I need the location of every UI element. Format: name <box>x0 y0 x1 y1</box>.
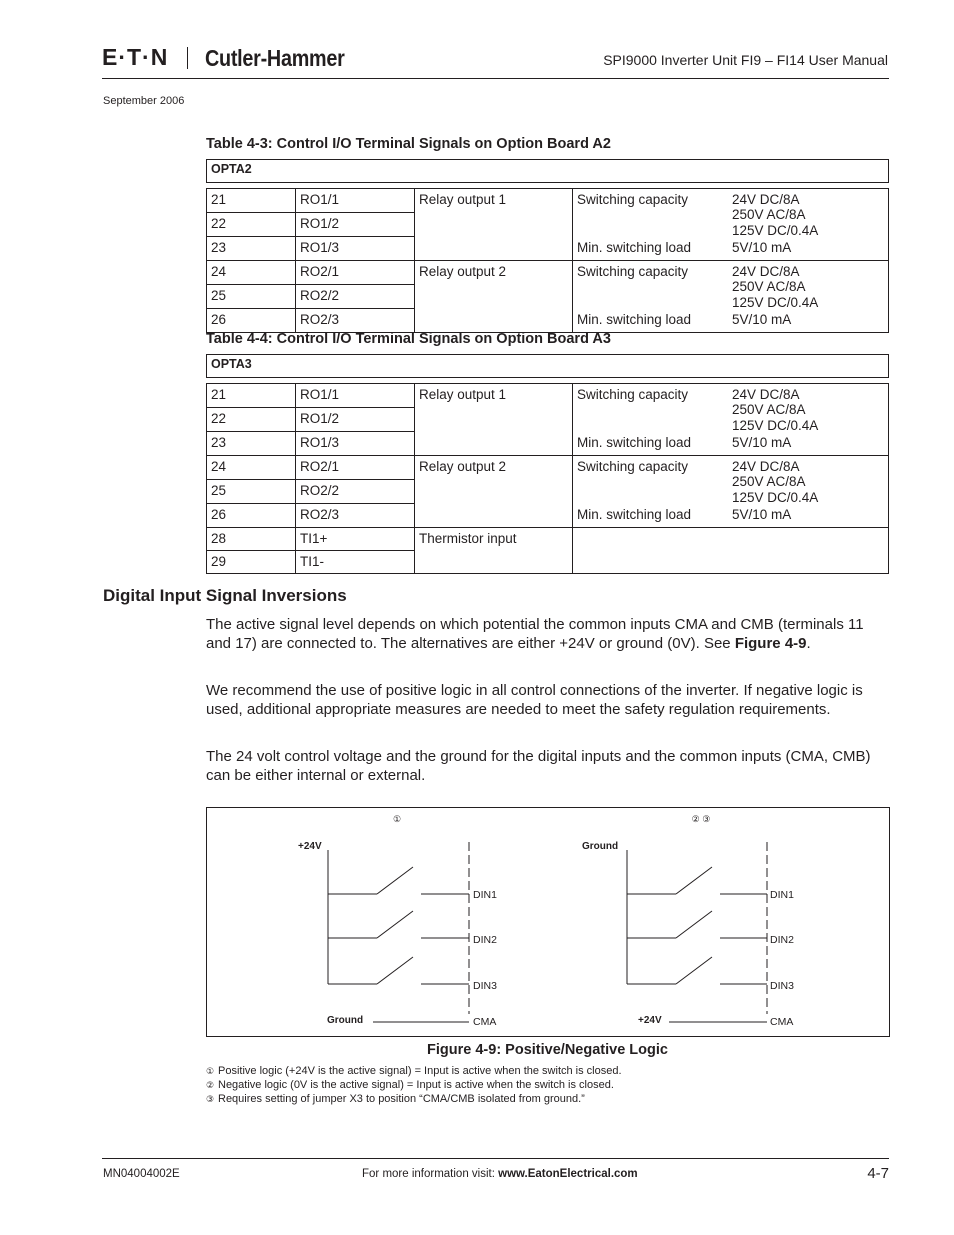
spec-min-load-value: 5V/10 mA <box>732 435 792 450</box>
spec-min-load-label: Min. switching load <box>577 312 692 327</box>
technical-spec <box>573 528 889 574</box>
terminal-number: 24 <box>207 261 296 285</box>
terminal-number: 25 <box>207 480 296 504</box>
technical-spec <box>573 261 889 333</box>
spec-switching-capacity-label: Switching capacity <box>577 192 689 207</box>
header-rule <box>102 78 889 79</box>
table-a3-caption: Table 4-4: Control I/O Terminal Signals on Option Board A3 <box>206 331 611 347</box>
terminal-number: 24 <box>207 456 296 480</box>
terminal-number: 25 <box>207 285 296 309</box>
signal-name: RO2/3 <box>296 309 415 333</box>
footnote-3: ③ Requires setting of jumper X3 to position “CMA/CMB isolated from ground.” <box>206 1093 585 1105</box>
spec-switching-capacity-values: 24V DC/8A 250V AC/8A 125V DC/0.4A <box>732 459 819 505</box>
signal-description: Relay output 2 <box>415 261 573 333</box>
terminal-number: 22 <box>207 408 296 432</box>
signal-description: Relay output 1 <box>415 189 573 261</box>
table-a2-board: OPTA2 <box>207 160 889 183</box>
spec-switching-capacity-label: Switching capacity <box>577 459 689 474</box>
footnote-2: ② Negative logic (0V is the active signal) = Input is active when the switch is closed. <box>206 1079 614 1091</box>
left-din1-label: DIN1 <box>473 889 497 901</box>
right-bottom-label: +24V <box>638 1015 662 1026</box>
signal-name: RO1/2 <box>296 213 415 237</box>
document-number: MN04004002E <box>103 1168 180 1180</box>
signal-name: RO2/3 <box>296 504 415 528</box>
right-din2-label: DIN2 <box>770 934 794 946</box>
table-row <box>207 189 889 213</box>
figure-reference: Figure 4-9 <box>734 635 807 652</box>
terminal-number: 26 <box>207 309 296 333</box>
spec-min-load-label: Min. switching load <box>577 435 692 450</box>
signal-name: RO1/1 <box>296 384 415 408</box>
right-top-label: Ground <box>582 841 619 852</box>
header-divider <box>187 47 188 69</box>
left-top-label: +24V <box>298 841 322 852</box>
paragraph-2: We recommend the use of positive logic in all control connections of the inverter. If negative logic is used, additional appropriate measures are needed to meet the safety regulation requirements. <box>206 682 863 718</box>
negative-logic-marker: ② ③ <box>691 814 711 824</box>
footnote-1: ① Positive logic (+24V is the active signal) = Input is active when the switch is closed. <box>206 1065 622 1077</box>
spec-switching-capacity-label: Switching capacity <box>577 387 689 402</box>
brand-name: Cutler-Hammer <box>205 45 345 71</box>
table-a3-board: OPTA3 <box>207 355 889 378</box>
right-din1-label: DIN1 <box>770 889 794 901</box>
spec-min-load-label: Min. switching load <box>577 507 692 522</box>
signal-name: RO1/3 <box>296 237 415 261</box>
footer-info: For more information visit: www.EatonElectrical.com <box>362 1168 638 1180</box>
terminal-number: 29 <box>207 551 296 574</box>
eaton-logo: E·T·N <box>102 44 169 70</box>
terminal-number: 23 <box>207 237 296 261</box>
table-a2-header <box>206 159 889 183</box>
left-din3-label: DIN3 <box>473 980 497 992</box>
signal-name: RO1/1 <box>296 189 415 213</box>
figure-caption: Figure 4-9: Positive/Negative Logic <box>427 1042 668 1058</box>
website-link[interactable]: www.EatonElectrical.com <box>498 1168 638 1180</box>
footer-rule <box>102 1158 889 1159</box>
table-row <box>207 384 889 408</box>
spec-switching-capacity-values: 24V DC/8A 250V AC/8A 125V DC/0.4A <box>732 264 819 310</box>
signal-description: Relay output 1 <box>415 384 573 456</box>
signal-name: TI1+ <box>296 528 415 551</box>
signal-name: RO2/2 <box>296 480 415 504</box>
spec-min-load-value: 5V/10 mA <box>732 507 792 522</box>
terminal-number: 21 <box>207 189 296 213</box>
section-title: Digital Input Signal Inversions <box>103 586 347 605</box>
signal-name: RO2/1 <box>296 456 415 480</box>
technical-spec <box>573 189 889 261</box>
signal-name: RO1/2 <box>296 408 415 432</box>
paragraph-3: The 24 volt control voltage and the ground for the digital inputs and the common inputs (CMA, CMB) can be either internal or external. <box>206 748 871 784</box>
spec-switching-capacity-label: Switching capacity <box>577 264 689 279</box>
spec-min-load-value: 5V/10 mA <box>732 312 792 327</box>
signal-name: RO2/2 <box>296 285 415 309</box>
table-row <box>207 261 889 285</box>
table-a3-header <box>206 354 889 378</box>
page-number: 4-7 <box>867 1165 889 1182</box>
spec-min-load-label: Min. switching load <box>577 240 692 255</box>
figure-box <box>206 807 890 1037</box>
signal-description: Thermistor input <box>415 528 573 574</box>
publication-date: September 2006 <box>103 95 185 107</box>
logic-diagram <box>207 808 889 1036</box>
terminal-number: 21 <box>207 384 296 408</box>
technical-spec <box>573 384 889 456</box>
signal-description: Relay output 2 <box>415 456 573 528</box>
table-a2-caption: Table 4-3: Control I/O Terminal Signals on Option Board A2 <box>206 136 611 152</box>
terminal-number: 26 <box>207 504 296 528</box>
spec-switching-capacity-values: 24V DC/8A 250V AC/8A 125V DC/0.4A <box>732 387 819 433</box>
table-a3 <box>206 383 889 574</box>
table-row <box>207 456 889 480</box>
right-cma-label: CMA <box>770 1016 794 1028</box>
right-din3-label: DIN3 <box>770 980 794 992</box>
terminal-number: 23 <box>207 432 296 456</box>
signal-name: RO2/1 <box>296 261 415 285</box>
manual-title: SPI9000 Inverter Unit FI9 – FI14 User Manual <box>603 52 888 68</box>
spec-switching-capacity-values: 24V DC/8A 250V AC/8A 125V DC/0.4A <box>732 192 819 238</box>
paragraph-1: The active signal level depends on which potential the common inputs CMA and CMB (terminals 11 and 17) are connected to. The alternatives are either +24V or ground (0V). See Figure 4-9. <box>206 616 864 652</box>
left-bottom-label: Ground <box>327 1015 364 1026</box>
signal-name: RO1/3 <box>296 432 415 456</box>
signal-name: TI1- <box>296 551 415 574</box>
spec-min-load-value: 5V/10 mA <box>732 240 792 255</box>
left-cma-label: CMA <box>473 1016 497 1028</box>
positive-logic-marker: ① <box>392 814 402 824</box>
terminal-number: 28 <box>207 528 296 551</box>
table-a2 <box>206 188 889 333</box>
left-din2-label: DIN2 <box>473 934 497 946</box>
table-row <box>207 528 889 551</box>
technical-spec <box>573 456 889 528</box>
terminal-number: 22 <box>207 213 296 237</box>
